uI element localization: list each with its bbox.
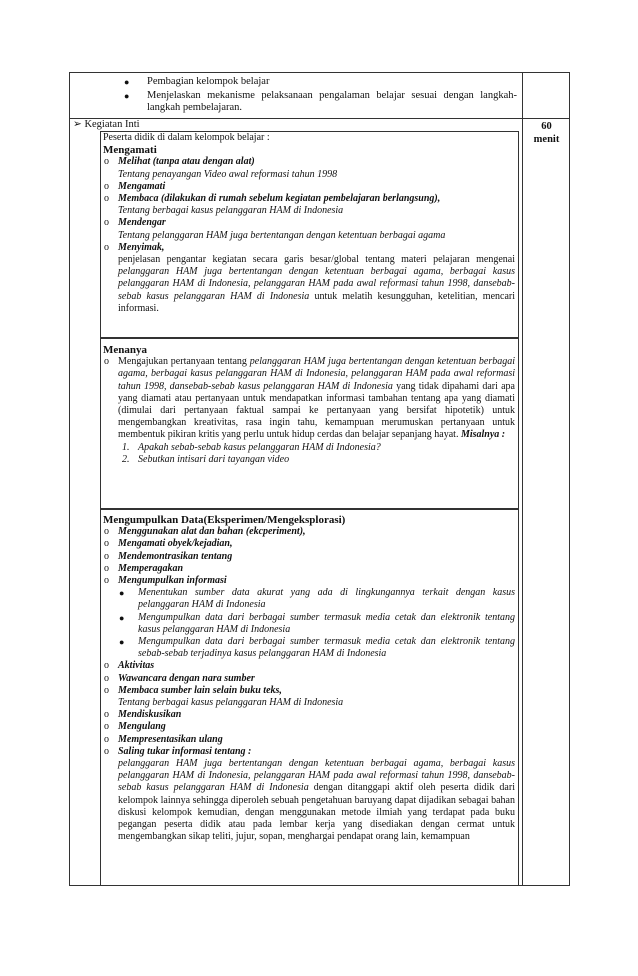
mengamati-item-5-desc [103, 254, 515, 315]
text-run: Mengajukan pertanyaan tentang [118, 356, 250, 368]
mengumpulkan-item-j: Mengulang [118, 721, 166, 733]
informasi-bullet-1: Menentukan sumber data akurat yang ada di lingkungannya terkait dengan kasus pelanggaran HAM di Indonesia [138, 587, 515, 611]
informasi-bullet-2: Mengumpulkan data dari berbagai sumber termasuk media cetak dan elektronik tentang kasus pelanggaran HAM di Indonesia [138, 611, 515, 635]
kegiatan-inti-label [73, 118, 140, 131]
intro-bullet-1: Pembagian kelompok belajar [147, 76, 270, 87]
text-run-italic: pelanggaran HAM juga bertentangan dengan ketentuan berbagai agama, berbagai kasus pelanggaran HAM di Indonesia, pelanggaran HAM pada awal reformasi tahun 1998, dansebab-sebab kasus pelanggaran HAM di Indonesia [118, 266, 515, 302]
mengumpulkan-item-l-desc [103, 758, 515, 843]
informasi-bullet-3: Mengumpulkan data dari berbagai sumber termasuk media cetak dan elektronik tentang sebab-sebab terjadinya kasus pelanggaran HAM di Indonesia [138, 636, 515, 660]
mengamati-item-5: Menyimak, [118, 241, 165, 253]
mengumpulkan-item-a: Menggunakan alat dan bahan (ekcperiment), [118, 526, 306, 538]
text-run: yang tidak dipahami dari apa yang diamati atau pertanyaan untuk mendapatkan informasi tambahan tentang apa yang diamati (dimulai dari pertanyaan faktual sampai ke pertanyaan yang bersifat hipotetik) untuk mengembangkan kreativitas, rasa ingin tahu, kemampuan merumuskan pertanyaan untuk membentuk pikiran kritis yang perlu untuk hidup cerdas dan belajar sepanjang hayat. [118, 380, 515, 441]
time-allocation [523, 118, 570, 146]
mengumpulkan-item-i: Mendiskusikan [118, 709, 182, 721]
text-run-italic: pelanggaran HAM juga bertentangan dengan ketentuan berbagai agama, berbagai kasus pelanggaran HAM di Indonesia, pelanggaran HAM pada awal reformasi tahun 1998, dansebab-sebab kasus pelanggaran HAM di Indonesia [118, 758, 515, 794]
mengamati-item-4-desc: Tentang pelanggaran HAM juga bertentangan dengan ketentuan berbagai agama [118, 229, 446, 241]
arrow-bullet-icon: ➢ [73, 119, 82, 130]
column-divider [522, 72, 523, 886]
mengamati-section: Peserta didik di dalam kelompok belajar : Mengamati o Melihat (tanpa atau dengan alat) Tentang penayangan Video awal reformasi tahun 1998 o Mengamati o Membaca (dilakukan di rumah sebelum kegiatan pembelajaran berlangsung), Tentang berbagai kasus pelanggaran HAM di Indonesia o Mendengar Tentang pelanggaran HAM juga bertentangan dengan ketentuan berbagai agama o Menyimak, penjelasan pengantar kegiatan secara garis besar/global tentang materi pelajaran mengenai pelanggaran HAM juga bertentangan dengan ketentuan berbagai agama, berbagai kasus pelanggaran HAM di Indonesia, pelanggaran HAM pada awal reformasi tahun 1998, dansebab-sebab kasus pelanggaran HAM di Indonesia untuk melatih kesungguhan, ketelitian, mencari informasi. [103, 132, 515, 314]
mengumpulkan-item-b: Mengamati obyek/kejadian, [118, 538, 233, 550]
mengumpulkan-section: Mengumpulkan Data(Eksperimen/Mengeksplorasi) o Menggunakan alat dan bahan (ekcperiment), o Mengamati obyek/kejadian, o Mendemontrasikan tentang o Memperagakan o Mengumpulkan informasi ● Menentukan sumber data akurat yang ada di lingkungannya terkait dengan kasus pelanggaran HAM di Indonesia ● Mengumpulkan data dari berbagai sumber termasuk media cetak dan elektronik tentang kasus pelanggaran HAM di Indonesia ● Mengumpulkan data dari berbagai sumber termasuk media cetak dan elektronik tentang sebab-sebab terjadinya kasus pelanggaran HAM di Indonesia o Aktivitas o Wawancara dengan nara sumber o Membaca sumber lain selain buku teks, Tentang berbagai kasus pelanggaran HAM di Indonesia o Mendiskusikan o Mengulang o Mempresentasikan ulang o Saling tukar informasi tentang : pelanggaran HAM juga bertentangan dengan ketentuan berbagai agama, berbagai kasus pelanggaran HAM di Indonesia, pelanggaran HAM pada awal reformasi tahun 1998, dansebab-sebab kasus pelanggaran HAM di Indonesia dengan ditanggapi aktif oleh peserta didik dari kelompok lainnya sehingga diperoleh sebuah pengetahuan baruyang dapat dijadikan sebagai bahan diskusi kelompok kemudian, dengan menggunakan metode ilmiah yang terdapat pada buku pegangan peserta didik atau pada lembar kerja yang disediakan dengan cermat untuk mengembangkan sikap teliti, jujur, sopan, menghargai pendapat orang lain, kemampuan [103, 514, 515, 843]
mengumpulkan-item-e: Mengumpulkan informasi [118, 575, 227, 587]
intro-bullet-2: Menjelaskan mekanisme pelaksanaan pengalaman belajar sesuai dengan langkah-langkah pembelajaran. [147, 90, 517, 114]
menanya-example-2: Sebutkan intisari dari tayangan video [138, 453, 290, 465]
mengamati-item-3-desc: Tentang berbagai kasus pelanggaran HAM di Indonesia [118, 205, 344, 217]
mengumpulkan-item-h-desc: Tentang berbagai kasus pelanggaran HAM di Indonesia [118, 697, 344, 709]
text-run: untuk melatih kesungguhan, ketelitian, mencari informasi. [118, 290, 515, 314]
mengamati-item-1: Melihat (tanpa atau dengan alat) [118, 156, 255, 168]
mengumpulkan-item-d: Memperagakan [118, 562, 183, 574]
mengumpulkan-item-g: Wawancara dengan nara sumber [118, 672, 255, 684]
text-run: penjelasan pengantar kegiatan secara garis besar/global tentang materi pelajaran mengenai [118, 254, 515, 266]
mengumpulkan-item-c: Mendemontrasikan tentang [118, 550, 233, 562]
mengamati-intro: Peserta didik di dalam kelompok belajar : [103, 132, 270, 143]
row-divider [69, 118, 570, 119]
text-run: dengan ditanggapi aktif oleh peserta didik dari kelompok lainnya sehingga diperoleh sebuah pengetahuan baruyang dapat dijadikan sebagai bahan diskusi kelompok kemudian, dengan menggunakan metode ilmiah yang terdapat pada buku pegangan peserta didik atau pada lembar kerja yang disediakan dengan cermat untuk mengembangkan sikap teliti, jujur, sopan, menghargai pendapat orang lain, kemampuan [118, 782, 515, 843]
mengumpulkan-item-l: Saling tukar informasi tentang : [118, 745, 252, 757]
mengamati-item-1-desc: Tentang penayangan Video awal reformasi tahun 1998 [118, 168, 338, 180]
mengamati-item-3: Membaca (dilakukan di rumah sebelum kegiatan pembelajaran berlangsung), [118, 193, 441, 205]
mengamati-heading: Mengamati [103, 144, 157, 157]
mengamati-item-4: Mendengar [118, 217, 166, 229]
mengumpulkan-item-h: Membaca sumber lain selain buku teks, [118, 684, 282, 696]
text-run-bold-italic: Misalnya : [460, 429, 506, 441]
time-value: 60 [541, 121, 552, 132]
mengumpulkan-item-f: Aktivitas [118, 660, 155, 672]
time-unit: menit [533, 134, 560, 145]
bullet-dot: ● [124, 91, 130, 101]
menanya-heading: Menanya [103, 344, 147, 356]
kegiatan-inti-text: Kegiatan Inti [84, 119, 140, 130]
bullet-dot: ● [124, 77, 130, 87]
mengumpulkan-heading: Mengumpulkan Data(Eksperimen/Mengeksplorasi) [103, 514, 346, 526]
mengumpulkan-item-k: Mempresentasikan ulang [118, 733, 223, 745]
menanya-example-1: Apakah sebab-sebab kasus pelanggaran HAM di Indonesia? [138, 441, 381, 453]
text-run-italic: pelanggaran HAM juga bertentangan dengan ketentuan berbagai agama, berbagai kasus pelanggaran HAM di Indonesia, pelanggaran HAM pada awal reformasi tahun 1998, dansebab-sebab kasus pelanggaran HAM di Indonesia [118, 356, 516, 392]
menanya-section: Menanya o Mengajukan pertanyaan tentang pelanggaran HAM juga bertentangan dengan ketentuan berbagai agama, berbagai kasus pelanggaran HAM di Indonesia, pelanggaran HAM pada awal reformasi tahun 1998, dansebab-sebab kasus pelanggaran HAM di Indonesia yang tidak dipahami dari apa yang diamati atau pertanyaan untuk mendapatkan informasi tambahan tentang apa yang diamati (dimulai dari pertanyaan faktual sampai ke pertanyaan yang bersifat hipotetik) untuk mengembangkan kreativitas, rasa ingin tahu, kemampuan merumuskan pertanyaan untuk membentuk pikiran kritis yang perlu untuk hidup cerdas dan belajar sepanjang hayat. Misalnya : 1. Apakah sebab-sebab kasus pelanggaran HAM di Indonesia? 2. Sebutkan intisari dari tayangan video [103, 344, 516, 465]
mengamati-item-2: Mengamati [118, 180, 166, 192]
